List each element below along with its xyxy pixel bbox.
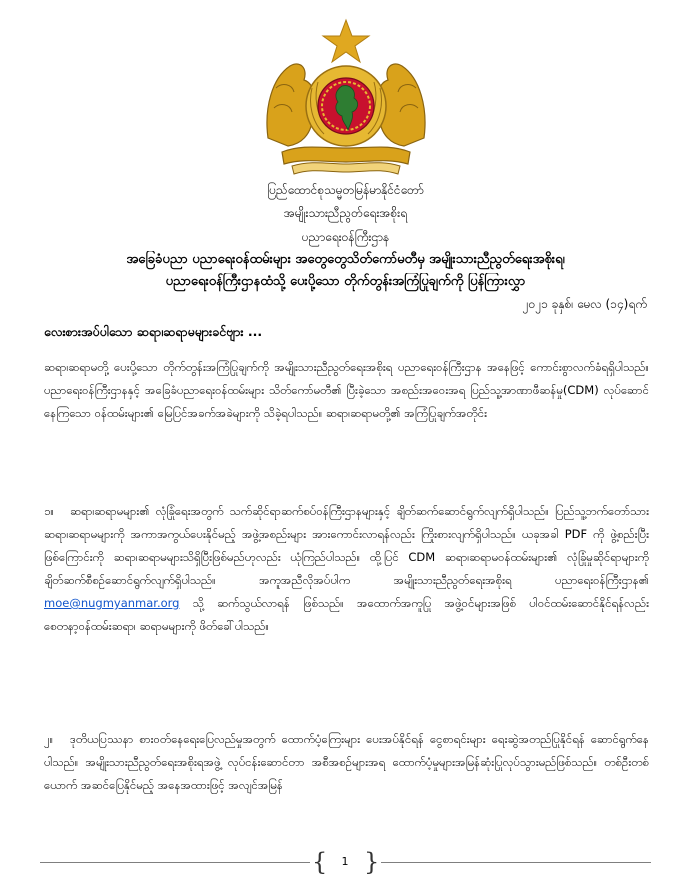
page-footer <box>0 846 691 880</box>
point-1-text-b: သို့ ဆက်သွယ်လာရန် ဖြစ်သည်။ အထောက်အကူပြု အဖွဲ့ဝင်များအဖြစ် ပါဝင်ထမ်းဆောင်နိုင်ရန်လည်း စေတနာ့ဝန်ထမ်းဆရာ၊ ဆရာမများကို ဖိတ်ခေါ်ပါသည်။ <box>44 596 649 633</box>
point-2-number: ၂။ <box>44 732 54 746</box>
point-2-paragraph <box>44 728 649 838</box>
document-title-line2: ပညာရေးဝန်ကြီးဌာနထံသို့ ပေးပို့သော တိုက်တွန်းအကြံပြုချက်ကို ပြန်ကြားလွှာ <box>165 274 526 289</box>
document-title-line1: အခြေခံပညာ ပညာရေးဝန်ထမ်းများ အတွေတွေသိတ်ကော်မတီမှ အမျိုးသားညီညွတ်ရေးအစိုးရ၊ <box>126 252 565 267</box>
salutation: လေးစားအပ်ပါသော ဆရာ၊ဆရာမများခင်ဗျား ... <box>44 324 263 339</box>
state-seal-icon <box>262 18 430 176</box>
footer-rule-left <box>40 862 310 863</box>
point-2-text: ဒုတိယပြဿနာ စားဝတ်နေရေးပြေလည်မှုအတွက် ထောက်ပံ့ကြေးများ ပေးအပ်နိုင်ရန် ငွေစာရင်းများ ရေးဆွဲအတည်ပြုနိုင်ရန် ဆောင်ရွက်နေပါသည်။ အမျိုးသားညီညွတ်ရေးအစိုးရအဖွဲ့ လုပ်ငန်းဆောင်တာ အစီအစဉ်များအရ ထောက်ပံ့မှုများအမြန်ဆုံးပြုလုပ်သွားမည်ဖြစ်သည်။ တစ်ဦးတစ်ယောက် အဆင်ပြေနိုင်မည့် အနေအထားဖြင့် အလျင်အမြန် <box>44 732 649 792</box>
email-link[interactable]: moe@nugmyanmar.org <box>44 596 180 610</box>
left-brace-icon: { <box>312 848 328 876</box>
footer-rule-right <box>381 862 651 863</box>
point-1-text-a: ဆရာ၊ဆရာမများ၏ လုံခြုံရေးအတွက် သက်ဆိုင်ရာဆက်စပ်ဝန်ကြီးဌာနများနှင့် ချိတ်ဆက်ဆောင်ရွက်လျက်ရှိပါသည်။ ပြည်သူ့ဘက်တော်သား ဆရာ၊ဆရာမများကို အကာအကွယ်ပေးနိုင်မည့် အဖွဲ့အစည်းများ အားကောင်းလာရန်လည်း ကြိုးစားလျက်ရှိပါသည်။ ယခုအခါ PDF ကို ဖွဲ့စည်းပြီးဖြစ်ကြောင်းကို ဆရာ၊ဆရာမများသိရှိပြီးဖြစ်မည်ဟုလည်း ယုံကြည်ပါသည်။ ထို့ပြင် CDM ဆရာ၊ဆရာမဝန်ထမ်းများ၏ လုံခြုံမှုဆိုင်ရာများကို ချိတ်ဆက်စီစဉ်ဆောင်ရွက်လျက်ရှိပါသည်။ အကူအညီလိုအပ်ပါက အမျိုးသားညီညွတ်ရေးအစိုးရ ပညာရေးဝန်ကြီးဌာန၏ <box>44 504 649 587</box>
government-name: အမျိုးသားညီညွတ်ရေးအစိုးရ <box>283 206 408 220</box>
point-1-number: ၁။ <box>44 504 54 518</box>
ministry-name: ပညာရေးဝန်ကြီးဌာန <box>301 230 390 244</box>
document-date: ၂၀၂၁ ခုနှစ်၊ မေလ (၁၄)ရက် <box>522 297 647 311</box>
country-name: ပြည်ထောင်စုသမ္မတမြန်မာနိုင်ငံတော် <box>267 183 424 197</box>
intro-paragraph: ဆရာ၊ဆရာမတို့ ပေးပို့သော တိုက်တွန်းအကြံပြုချက်ကို အမျိုးသားညီညွတ်ရေးအစိုးရ ပညာရေးဝန်ကြီးဌာန အနေဖြင့် ကောင်းစွာလက်ခံရရှိပါသည်။ ပညာရေးဝန်ကြီးဌာနနှင့် အခြေခံပညာရေးဝန်ထမ်းများ သိတ်ကော်မတီ၏ ပြီးခဲ့သော အစည်းအဝေးအရ ပြည်သူ့အာဏာဖီဆန်မှု(CDM) လုပ်ဆောင်နေကြသော ဝန်ထမ်းများ၏ မြေပြင်အခက်အခဲများကို သိခဲ့ရပါသည်။ ဆရာ၊ဆရာမတို့၏ အကြံပြုချက်အတိုင်း <box>44 360 649 420</box>
right-brace-icon: } <box>364 848 380 876</box>
page-number: 1 <box>341 855 349 868</box>
point-1-paragraph <box>44 500 649 718</box>
